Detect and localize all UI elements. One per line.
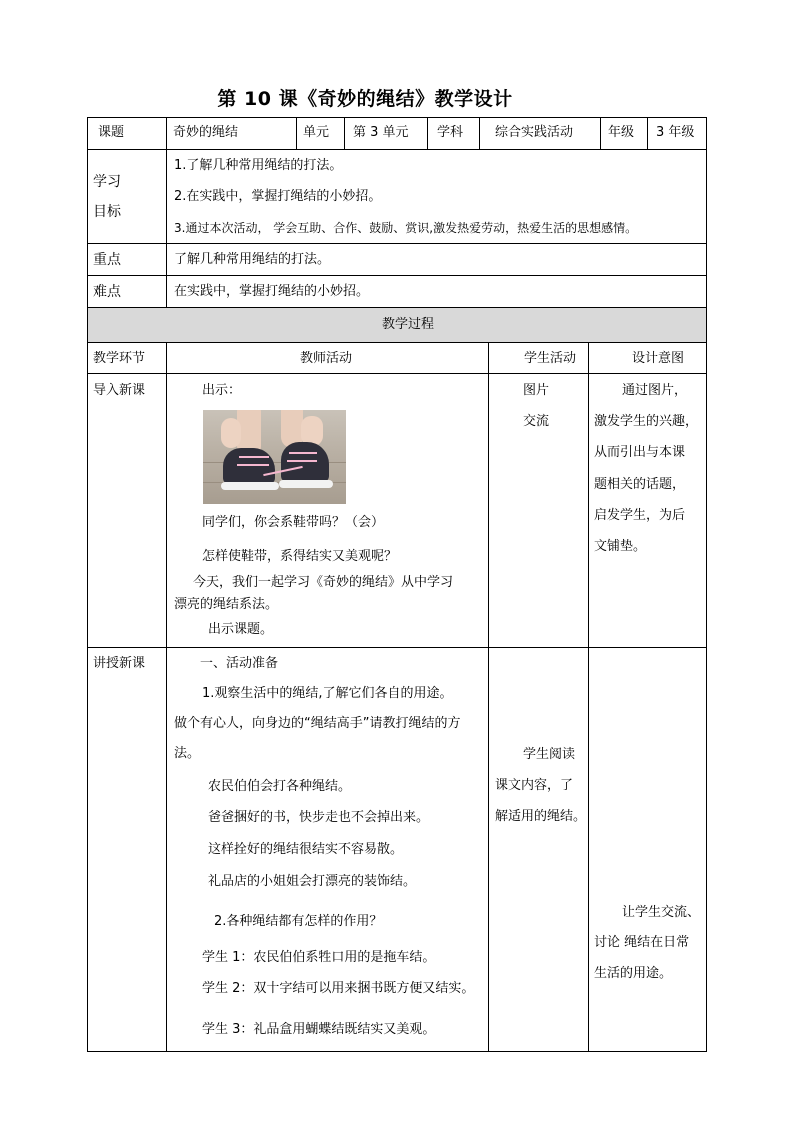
key-point-label: 重点 [93, 252, 121, 268]
student-activity: 交流 [523, 414, 550, 429]
teach-line: 法。 [174, 746, 201, 761]
table-border [87, 647, 707, 648]
table-border [87, 243, 707, 244]
table-border [166, 117, 167, 149]
table-border [87, 342, 707, 343]
design-intent: 激发学生的兴趣， [594, 414, 699, 429]
design-intent: 通过图片， [622, 383, 688, 398]
teach-heading: 一、活动准备 [200, 656, 279, 671]
table-border [87, 307, 707, 308]
design-intent: 题相关的话题， [594, 477, 686, 492]
course-label: 课题 [98, 125, 125, 140]
design-intent: 讨论 绳结在日常 [594, 935, 690, 950]
table-border [427, 117, 428, 149]
table-border [344, 117, 345, 149]
unit-value: 第 3 单元 [353, 125, 409, 140]
column-header: 教师活动 [300, 351, 353, 366]
table-border [706, 117, 707, 1052]
key-point-text: 了解几种常用绳结的打法。 [174, 252, 331, 267]
intro-line: 今天，我们一起学习《奇妙的绳结》从中学习 [193, 575, 454, 590]
objectives-label: 学习 [93, 174, 121, 190]
teach-line: 爸爸捆好的书，快步走也不会掉出来。 [208, 810, 430, 825]
table-border [87, 149, 707, 150]
stage-label: 导入新课 [93, 383, 146, 398]
process-title: 教学过程 [382, 317, 435, 332]
teach-line: 学生 3：礼品盒用蝴蝶结既结实又美观。 [202, 1022, 436, 1037]
table-border [479, 117, 480, 149]
table-border [87, 373, 707, 374]
teach-line: 农民伯伯会打各种绳结。 [208, 779, 352, 794]
subject-value: 综合实践活动 [495, 125, 574, 140]
teach-line: 做个有心人，向身边的“绳结高手”请教打绳结的方 [174, 716, 461, 731]
teach-line: 1.观察生活中的绳结,了解它们各自的用途。 [202, 686, 453, 701]
intro-line: 出示课题。 [208, 622, 274, 637]
teach-line: 2.各种绳结都有怎样的作用？ [214, 914, 383, 929]
table-border [166, 149, 167, 307]
objective-item: 2.在实践中，掌握打绳结的小妙招。 [174, 189, 382, 204]
teach-line: 学生 1：农民伯伯系牲口用的是拖车结。 [202, 950, 436, 965]
intro-line: 怎样使鞋带，系得结实又美观呢？ [202, 549, 398, 564]
intro-line: 同学们，你会系鞋带吗？（会） [202, 515, 385, 530]
shoe-lacing-photo [203, 410, 346, 504]
table-border [87, 117, 707, 118]
course-value: 奇妙的绳结 [173, 125, 239, 140]
table-border [600, 117, 601, 149]
objectives-label: 目标 [93, 204, 121, 220]
table-border [296, 117, 297, 149]
intro-line: 漂亮的绳结系法。 [174, 597, 279, 612]
student-activity: 图片 [523, 383, 550, 398]
student-activity: 学生阅读 [523, 747, 576, 762]
objective-item: 3.通过本次活动， 学会互助、合作、鼓励、赏识,激发热爱劳动，热爱生活的思想感情。 [174, 221, 638, 235]
show-text: 出示： [202, 383, 242, 398]
unit-label: 单元 [303, 125, 330, 140]
student-activity: 解适用的绳结。 [495, 809, 587, 824]
table-border [87, 1051, 707, 1052]
design-intent: 启发学生，为后 [594, 508, 686, 523]
teach-line: 学生 2：双十字结可以用来捆书既方便又结实。 [202, 981, 475, 996]
column-header: 设计意图 [632, 351, 685, 366]
design-intent: 文铺垫。 [594, 539, 647, 554]
design-intent: 让学生交流、 [622, 905, 701, 920]
table-border [87, 275, 707, 276]
grade-label: 年级 [608, 125, 635, 140]
table-border [647, 117, 648, 149]
column-header: 学生活动 [524, 351, 577, 366]
stage-label: 讲授新课 [93, 656, 146, 671]
table-border [87, 117, 88, 1052]
difficulty-text: 在实践中，掌握打绳结的小妙招。 [174, 284, 370, 299]
difficulty-label: 难点 [93, 284, 121, 300]
design-intent: 从而引出与本课 [594, 445, 686, 460]
subject-label: 学科 [437, 125, 464, 140]
table-border [488, 342, 489, 1052]
teach-line: 这样拴好的绳结很结实不容易散。 [208, 842, 404, 857]
teach-line: 礼品店的小姐姐会打漂亮的装饰结。 [208, 874, 417, 889]
objective-item: 1.了解几种常用绳结的打法。 [174, 158, 343, 173]
document-title: 第 10 课《奇妙的绳结》教学设计 [217, 88, 513, 110]
table-border [166, 342, 167, 1052]
grade-value: 3 年级 [656, 125, 695, 140]
column-header: 教学环节 [93, 351, 146, 366]
table-border [588, 342, 589, 1052]
student-activity: 课文内容，了 [495, 778, 574, 793]
design-intent: 生活的用途。 [594, 966, 673, 981]
